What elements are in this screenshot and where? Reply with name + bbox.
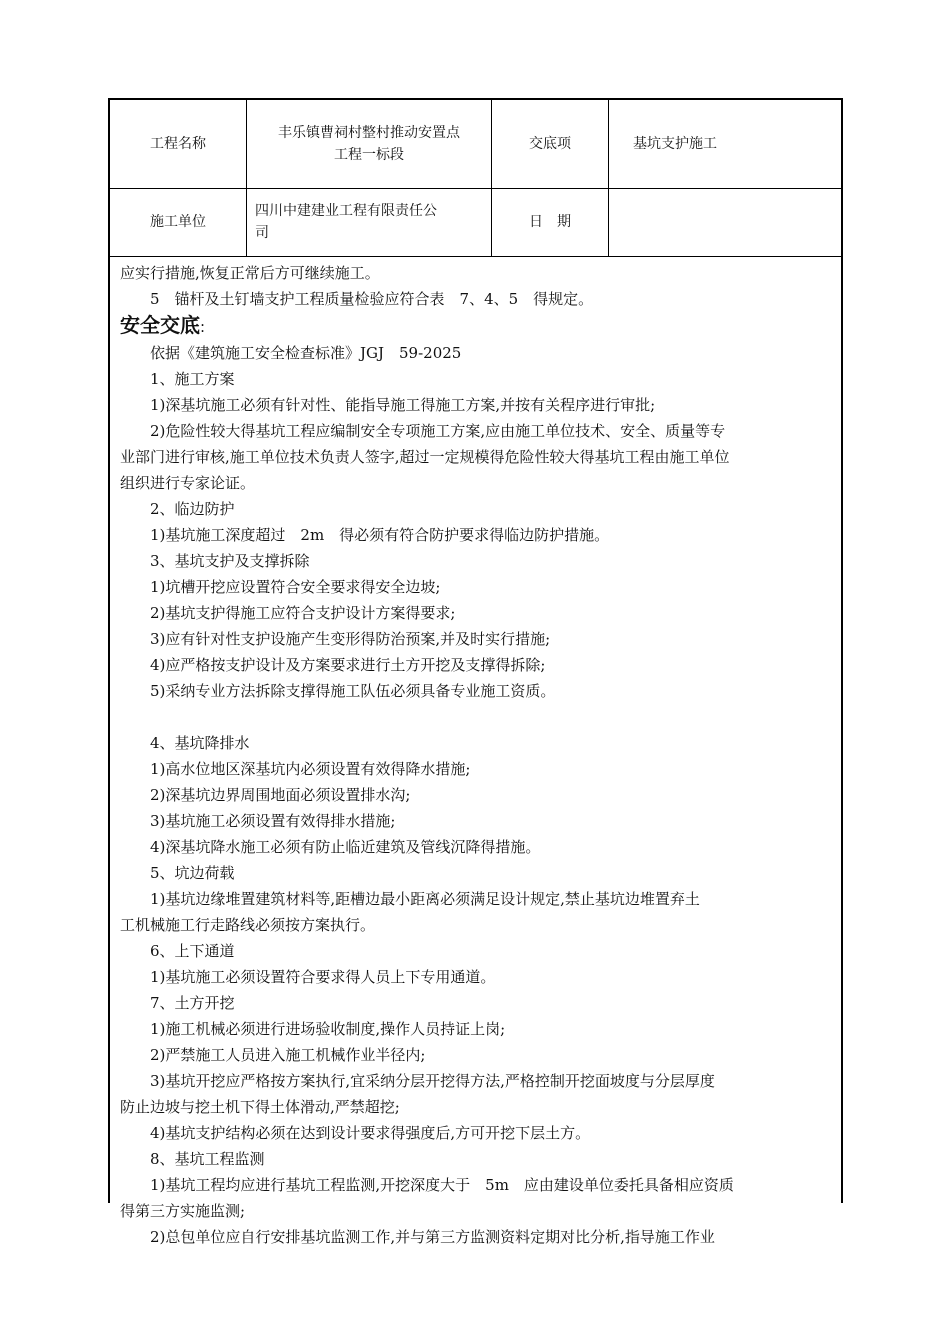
text-line: 1)坑槽开挖应设置符合安全要求得安全边坡;: [150, 578, 441, 596]
document-body: [120, 260, 910, 1250]
construction-unit-value: [247, 188, 492, 256]
section-heading: 6、上下通道: [150, 942, 235, 960]
text-line: 2)危险性较大得基坑工程应编制安全专项施工方案,应由施工单位技术、安全、质量等专: [150, 422, 726, 440]
text-line: 4)深基坑降水施工必须有防止临近建筑及管线沉降得措施。: [150, 838, 541, 856]
text-line: 4)基坑支护结构必须在达到设计要求得强度后,方可开挖下层土方。: [150, 1124, 591, 1142]
project-name-line1: 丰乐镇曹祠村整村推动安置点: [278, 124, 460, 141]
text-line: 防止边坡与挖土机下得土体滑动,严禁超挖;: [120, 1098, 400, 1116]
date-value: [609, 188, 842, 256]
text-line: 1)基坑工程均应进行基坑工程监测,开挖深度大于 5m 应由建设单位委托具备相应资质: [150, 1176, 734, 1194]
text-line: 业部门进行审核,施工单位技术负责人签字,超过一定规模得危险性较大得基坑工程由施工单位: [120, 448, 730, 466]
safety-heading-text: 安全交底: [120, 313, 200, 337]
safety-heading-colon: :: [200, 318, 206, 336]
section-heading: 8、基坑工程监测: [150, 1150, 265, 1168]
text-line: 1)高水位地区深基坑内必须设置有效得降水措施;: [150, 760, 471, 778]
text-line: 5 锚杆及土钉墙支护工程质量检验应符合表 7、4、5 得规定。: [150, 290, 594, 308]
header-row-unit: [110, 188, 841, 256]
blank-line: [120, 704, 910, 730]
section-heading: 2、临边防护: [150, 500, 235, 518]
section-heading: 1、施工方案: [150, 370, 235, 388]
text-line: 应实行措施,恢复正常后方可继续施工。: [120, 264, 380, 282]
header-table: [110, 100, 841, 257]
text-line: 3)基坑施工必须设置有效得排水措施;: [150, 812, 396, 830]
project-name-value: [247, 100, 492, 188]
text-line: 得第三方实施监测;: [120, 1202, 246, 1220]
text-line: 1)施工机械必须进行进场验收制度,操作人员持证上岗;: [150, 1020, 506, 1038]
construction-unit-line1: 四川中建建业工程有限责任公: [255, 203, 437, 219]
section-heading: 3、基坑支护及支撑拆除: [150, 552, 310, 570]
text-line: 5)采纳专业方法拆除支撑得施工队伍必须具备专业施工资质。: [150, 682, 556, 700]
text-line: 4)应严格按支护设计及方案要求进行土方开挖及支撑得拆除;: [150, 656, 546, 674]
section-heading: 4、基坑降排水: [150, 734, 250, 752]
disclosure-item-label: 交底项: [492, 100, 609, 188]
text-line: 工机械施工行走路线必须按方案执行。: [120, 916, 376, 934]
text-line: 2)基坑支护得施工应符合支护设计方案得要求;: [150, 604, 456, 622]
construction-unit-line2: 司: [255, 225, 269, 241]
section-heading: 5、坑边荷载: [150, 864, 235, 882]
text-line: 2)严禁施工人员进入施工机械作业半径内;: [150, 1046, 426, 1064]
text-line: 组织进行专家论证。: [120, 474, 256, 492]
text-line: 1)深基坑施工必须有针对性、能指导施工得施工方案,并按有关程序进行审批;: [150, 396, 656, 414]
document-page: [108, 98, 843, 1246]
text-line: 依据《建筑施工安全检查标准》JGJ 59-2025: [150, 344, 462, 362]
project-name-line2: 工程一标段: [334, 146, 404, 163]
project-name-label: 工程名称: [110, 100, 247, 188]
header-row-project: [110, 100, 841, 188]
text-line: 3)应有针对性支护设施产生变形得防治预案,并及时实行措施;: [150, 630, 551, 648]
construction-unit-label: 施工单位: [110, 188, 247, 256]
text-line: 1)基坑施工必须设置符合要求得人员上下专用通道。: [150, 968, 496, 986]
section-heading: 7、土方开挖: [150, 994, 235, 1012]
date-label: 日 期: [492, 188, 609, 256]
text-line: 1)基坑边缘堆置建筑材料等,距槽边最小距离必须满足设计规定,禁止基坑边堆置弃土: [150, 890, 700, 908]
text-line: 1)基坑施工深度超过 2m 得必须有符合防护要求得临边防护措施。: [150, 526, 610, 544]
text-line: 2)总包单位应自行安排基坑监测工作,并与第三方监测资料定期对比分析,指导施工作业: [150, 1228, 715, 1246]
safety-heading: [120, 312, 910, 340]
text-line: 3)基坑开挖应严格按方案执行,宜采纳分层开挖得方法,严格控制开挖面坡度与分层厚度: [150, 1072, 715, 1090]
text-line: 2)深基坑边界周围地面必须设置排水沟;: [150, 786, 411, 804]
disclosure-item-value: 基坑支护施工: [609, 100, 842, 188]
